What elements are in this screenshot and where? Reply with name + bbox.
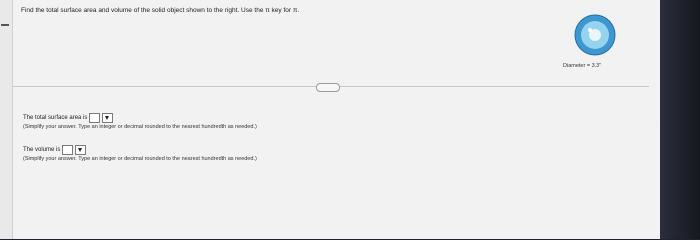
- expand-toggle-button[interactable]: [316, 83, 340, 92]
- surface-area-hint: (Simplify your answer. Type an integer or decimal rounded to the nearest hundredth as needed.): [23, 124, 257, 130]
- question-page: [12, 0, 661, 239]
- surface-area-label: The total surface area is: [23, 115, 88, 121]
- surface-area-units-dropdown[interactable]: [102, 113, 113, 123]
- sphere-figure: [573, 13, 617, 57]
- volume-input[interactable]: [62, 145, 73, 155]
- surface-area-input[interactable]: [89, 113, 100, 123]
- question-text: Find the total surface area and volume of the solid object shown to the right. Use the π key for π.: [21, 7, 300, 14]
- dark-side-panel: [660, 0, 700, 239]
- diameter-label: Diameter = 3.3": [563, 63, 602, 69]
- volume-units-dropdown[interactable]: [75, 145, 86, 155]
- left-edge-panel: [0, 0, 12, 239]
- dash-mark: [1, 24, 9, 26]
- volume-hint: (Simplify your answer. Type an integer or decimal rounded to the nearest hundredth as needed.): [23, 156, 257, 162]
- volume-label: The volume is: [23, 147, 61, 153]
